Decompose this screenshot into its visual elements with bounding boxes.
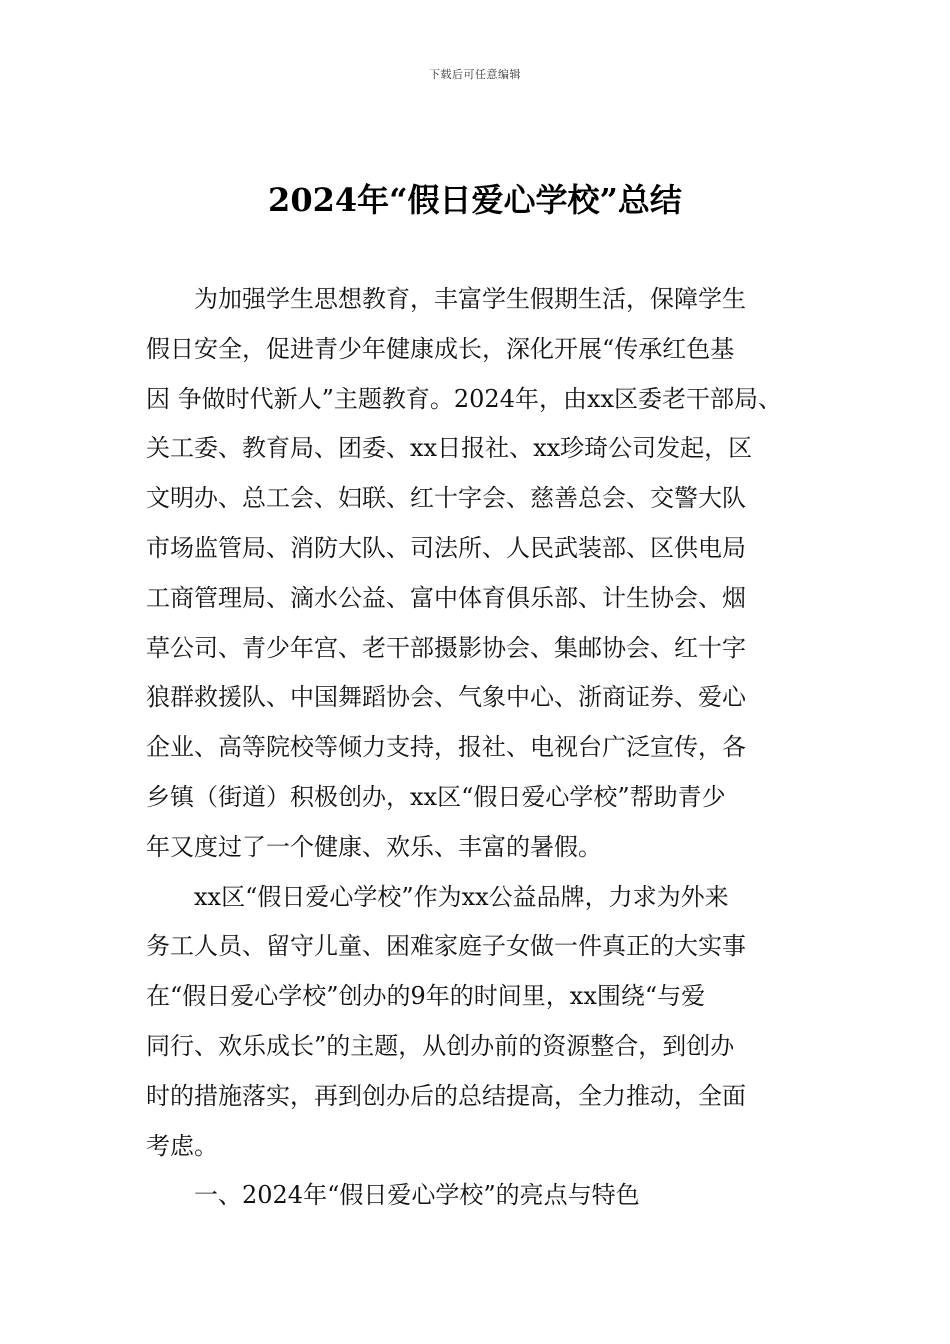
section-heading: 一、2024年“假日爱心学校”的亮点与特色 [194, 1181, 640, 1210]
paragraph-line: xx区“假日爱心学校”作为xx公益品牌，力求为外来 [194, 882, 729, 911]
paragraph-line: 在“假日爱心学校”创办的9年的时间里，xx围绕“与爱 [146, 982, 706, 1011]
paragraph-line: 市场监管局、消防大队、司法所、人民武装部、区供电局 [146, 533, 746, 562]
paragraph-line: 草公司、青少年宫、老干部摄影协会、集邮协会、红十字 [146, 633, 746, 662]
header-note: 下载后可任意编辑 [429, 68, 521, 81]
paragraph-line: 年又度过了一个健康、欢乐、丰富的暑假。 [146, 832, 602, 861]
document-body [146, 275, 811, 1221]
paragraph-line: 时的措施落实，再到创办后的总结提高，全力推动，全面 [146, 1081, 746, 1110]
paragraph-line: 企业、高等院校等倾力支持，报社、电视台广泛宣传，各 [146, 733, 746, 762]
paragraph-line: 狼群救援队、中国舞蹈协会、气象中心、浙商证券、爱心 [146, 683, 746, 712]
paragraph-line: 假日安全，促进青少年健康成长，深化开展“传承红色基 [146, 334, 735, 363]
paragraph-line: 考虑。 [146, 1131, 218, 1160]
paragraph-line: 工商管理局、滴水公益、富中体育俱乐部、计生协会、烟 [146, 583, 746, 612]
paragraph-line: 文明办、总工会、妇联、红十字会、慈善总会、交警大队 [146, 484, 746, 513]
paragraph-line: 务工人员、留守儿童、困难家庭子女做一件真正的大实事 [146, 932, 746, 961]
paragraph-line: 关工委、教育局、团委、xx日报社、xx珍琦公司发起，区 [146, 434, 753, 463]
paragraph-line: 同行、欢乐成长”的主题，从创办前的资源整合，到创办 [146, 1031, 735, 1060]
paragraph-line: 为加强学生思想教育，丰富学生假期生活，保障学生 [194, 285, 746, 313]
paragraph-line: 因 争做时代新人”主题教育。2024年，由xx区委老干部局、 [146, 384, 783, 413]
document-title: 2024年“假日爱心学校”总结 [268, 181, 682, 219]
paragraph-line: 乡镇（街道）积极创办，xx区“假日爱心学校”帮助青少 [146, 782, 726, 811]
